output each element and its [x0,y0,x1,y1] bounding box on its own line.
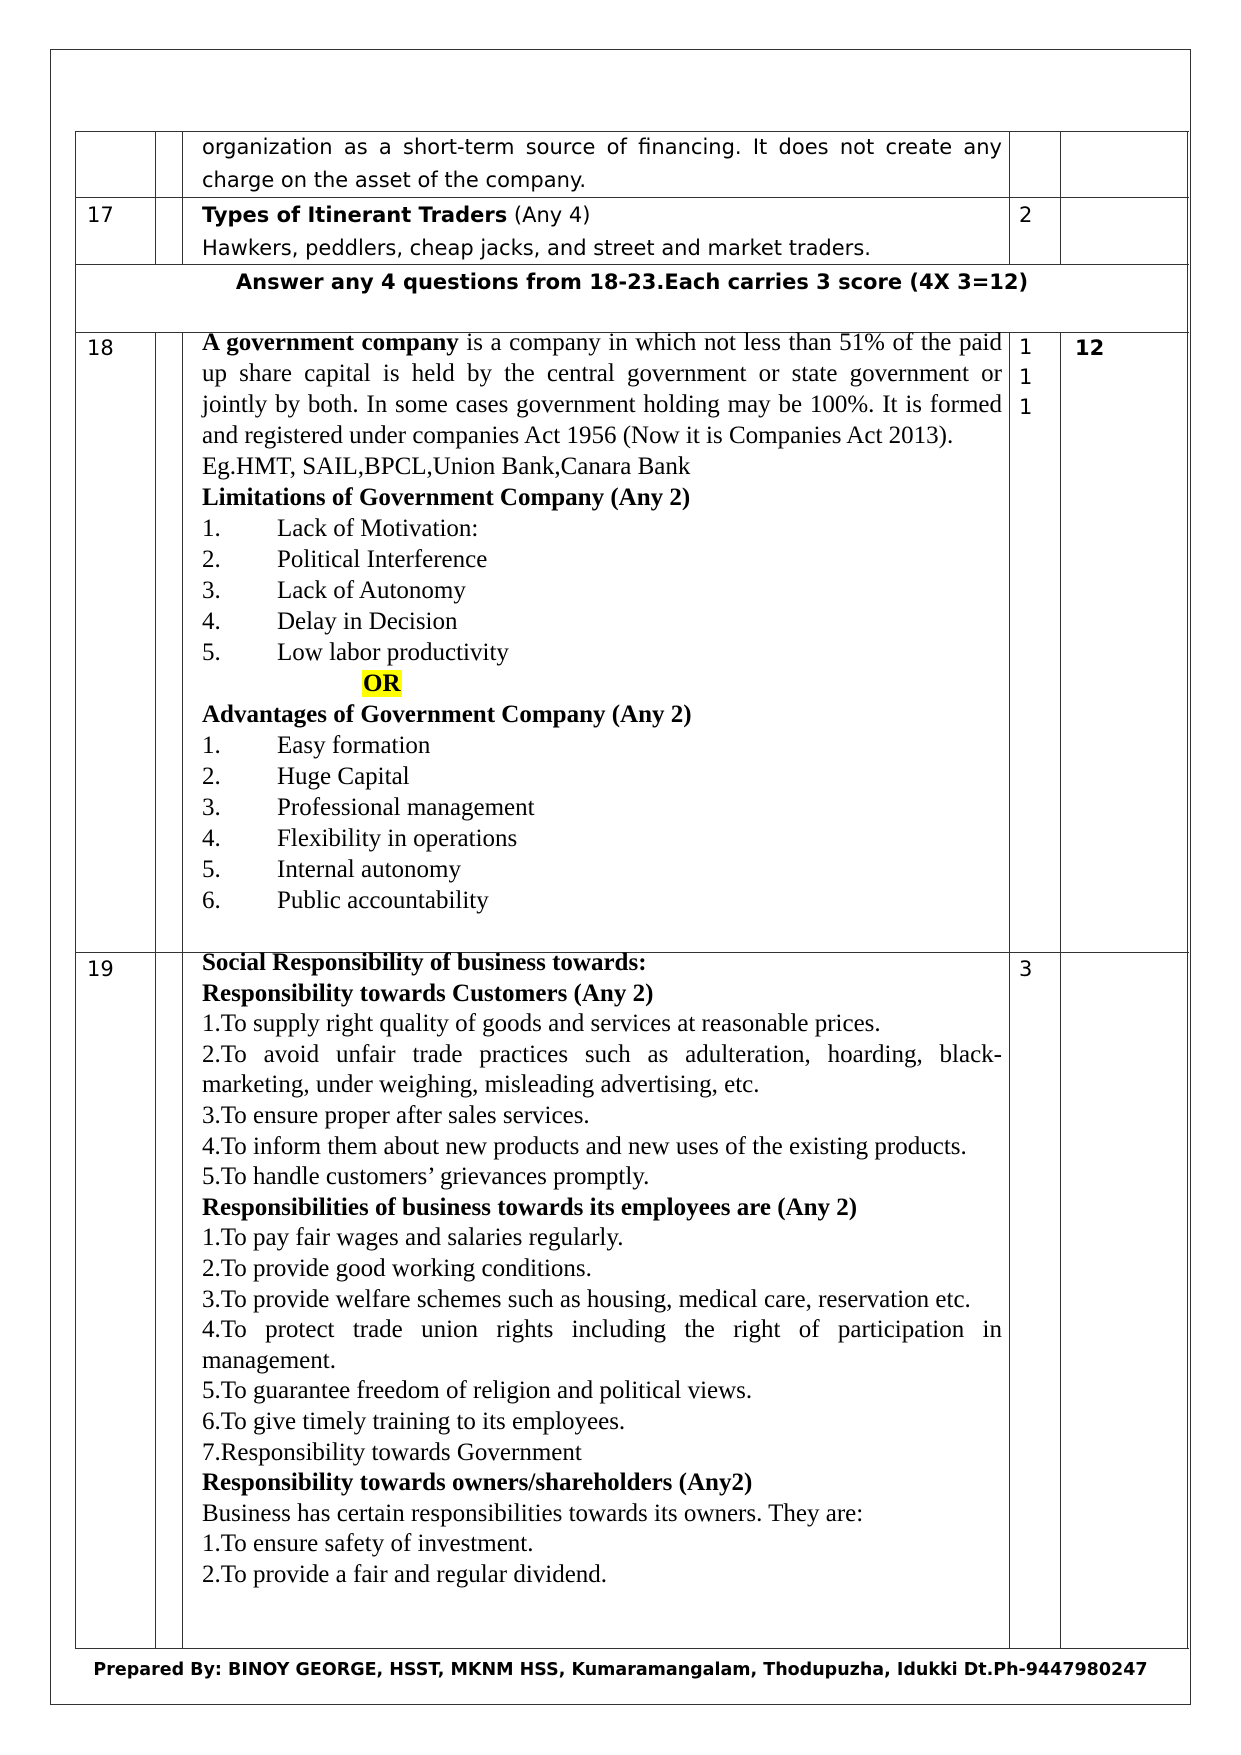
page-footer: Prepared By: BINOY GEORGE, HSST, MKNM HSS, Kumaramangalam, Thodupuzha, Idukki Dt.Ph-9447980247 [93,1660,1148,1680]
column-divider [1009,332,1010,1648]
list-item: 3.To provide welfare schemes such as housing, medical care, reservation etc. [202,1285,971,1313]
answer-19 [202,948,1002,1590]
question-number: 18 [87,336,114,360]
limitations-list [202,513,1002,668]
list-item: 5. Internal autonomy [202,856,461,883]
owners-heading: Responsibility towards owners/shareholders (Any2) [202,1469,753,1497]
list-item: 2. Political Interference [202,546,488,573]
list-item: 4.To inform them about new products and new uses of the existing products. [202,1132,967,1160]
list-item: 2.To avoid unfair trade practices such as adulteration, hoarding, black-marketing, under weighing, misleading advertising, etc. [202,1040,1002,1099]
question-number: 17 [87,203,114,227]
list-item: 4.To protect trade union rights including the right of participation in management. [202,1316,1002,1374]
list-item: 3.To ensure proper after sales services. [202,1101,590,1129]
column-divider [155,332,156,1648]
list-item: 1. Easy formation [202,732,431,759]
list-item: 7.Responsibility towards Government [202,1438,582,1466]
list-item: 6.To give timely training to its employees. [202,1407,626,1435]
answer-term: A government company [202,329,459,356]
list-item: 1.To ensure safety of investment. [202,1530,534,1558]
answer-definition: is a company in which not less than 51% of the paid up share capital is held by the central government or state government or jointly by both. In some cases government holding may be 100%. It is formed and registered under companies Act 1956 (Now it is Companies Act 2013). [202,329,1002,449]
continuation-text: organization as a short-term source of financing. It does not create any charge on the asset of the company. [202,135,1002,192]
answer-key-table [75,131,1189,1648]
advantages-heading: Advantages of Government Company (Any 2) [202,701,692,728]
list-item: 2.To provide good working conditions. [202,1254,592,1282]
list-item: 4. Flexibility in operations [202,825,518,852]
or-separator: OR [363,670,401,697]
customers-heading: Responsibility towards Customers (Any 2) [202,979,654,1007]
column-divider [1060,332,1061,1648]
table-border-right [1187,131,1188,1648]
employees-heading: Responsibilities of business towards its employees are (Any 2) [202,1193,858,1221]
score-breakdown [1019,332,1032,422]
score: 1 [1019,395,1033,419]
limitations-heading: Limitations of Government Company (Any 2) [202,484,691,511]
total-score: 12 [1075,336,1105,360]
answer-17 [202,199,1002,265]
list-item: 5. Low labor productivity [202,639,509,666]
list-item: 3. Lack of Autonomy [202,577,466,604]
list-item: 1.To pay fair wages and salaries regularly. [202,1224,624,1252]
list-item: 3. Professional management [202,794,535,821]
list-item: 2.To provide a fair and regular dividend. [202,1560,608,1588]
list-item: 5.To handle customers’ grievances promptly. [202,1163,650,1191]
answer-title: Social Responsibility of business towards: [202,949,647,976]
score: 1 [1019,335,1033,359]
list-item: 4. Delay in Decision [202,608,458,635]
row-divider [75,197,1189,198]
answer-18 [202,327,1002,916]
answer-heading-note: (Any 4) [507,203,591,227]
list-item: 2. Huge Capital [202,763,410,790]
owners-intro: Business has certain responsibilities towards its owners. They are: [202,1499,864,1527]
advantages-list [202,730,1002,916]
section-instruction: Answer any 4 questions from 18-23.Each carries 3 score (4X 3=12) [235,270,1029,294]
answer-text: Hawkers, peddlers, cheap jacks, and street and market traders. [202,236,871,260]
list-item: 5.To guarantee freedom of religion and political views. [202,1377,753,1405]
score: 2 [1019,203,1033,227]
table-border-left [75,131,76,1648]
answer-heading: Types of Itinerant Traders [202,203,508,227]
answer-example: Eg.HMT, SAIL,BPCL,Union Bank,Canara Bank [202,453,691,480]
list-item: 1.To supply right quality of goods and services at reasonable prices. [202,1010,881,1038]
question-number: 19 [87,957,114,981]
column-divider [182,332,183,1648]
score: 3 [1019,957,1033,981]
score: 1 [1019,365,1033,389]
list-item: 1. Lack of Motivation: [202,515,479,542]
list-item: 6. Public accountability [202,887,489,914]
